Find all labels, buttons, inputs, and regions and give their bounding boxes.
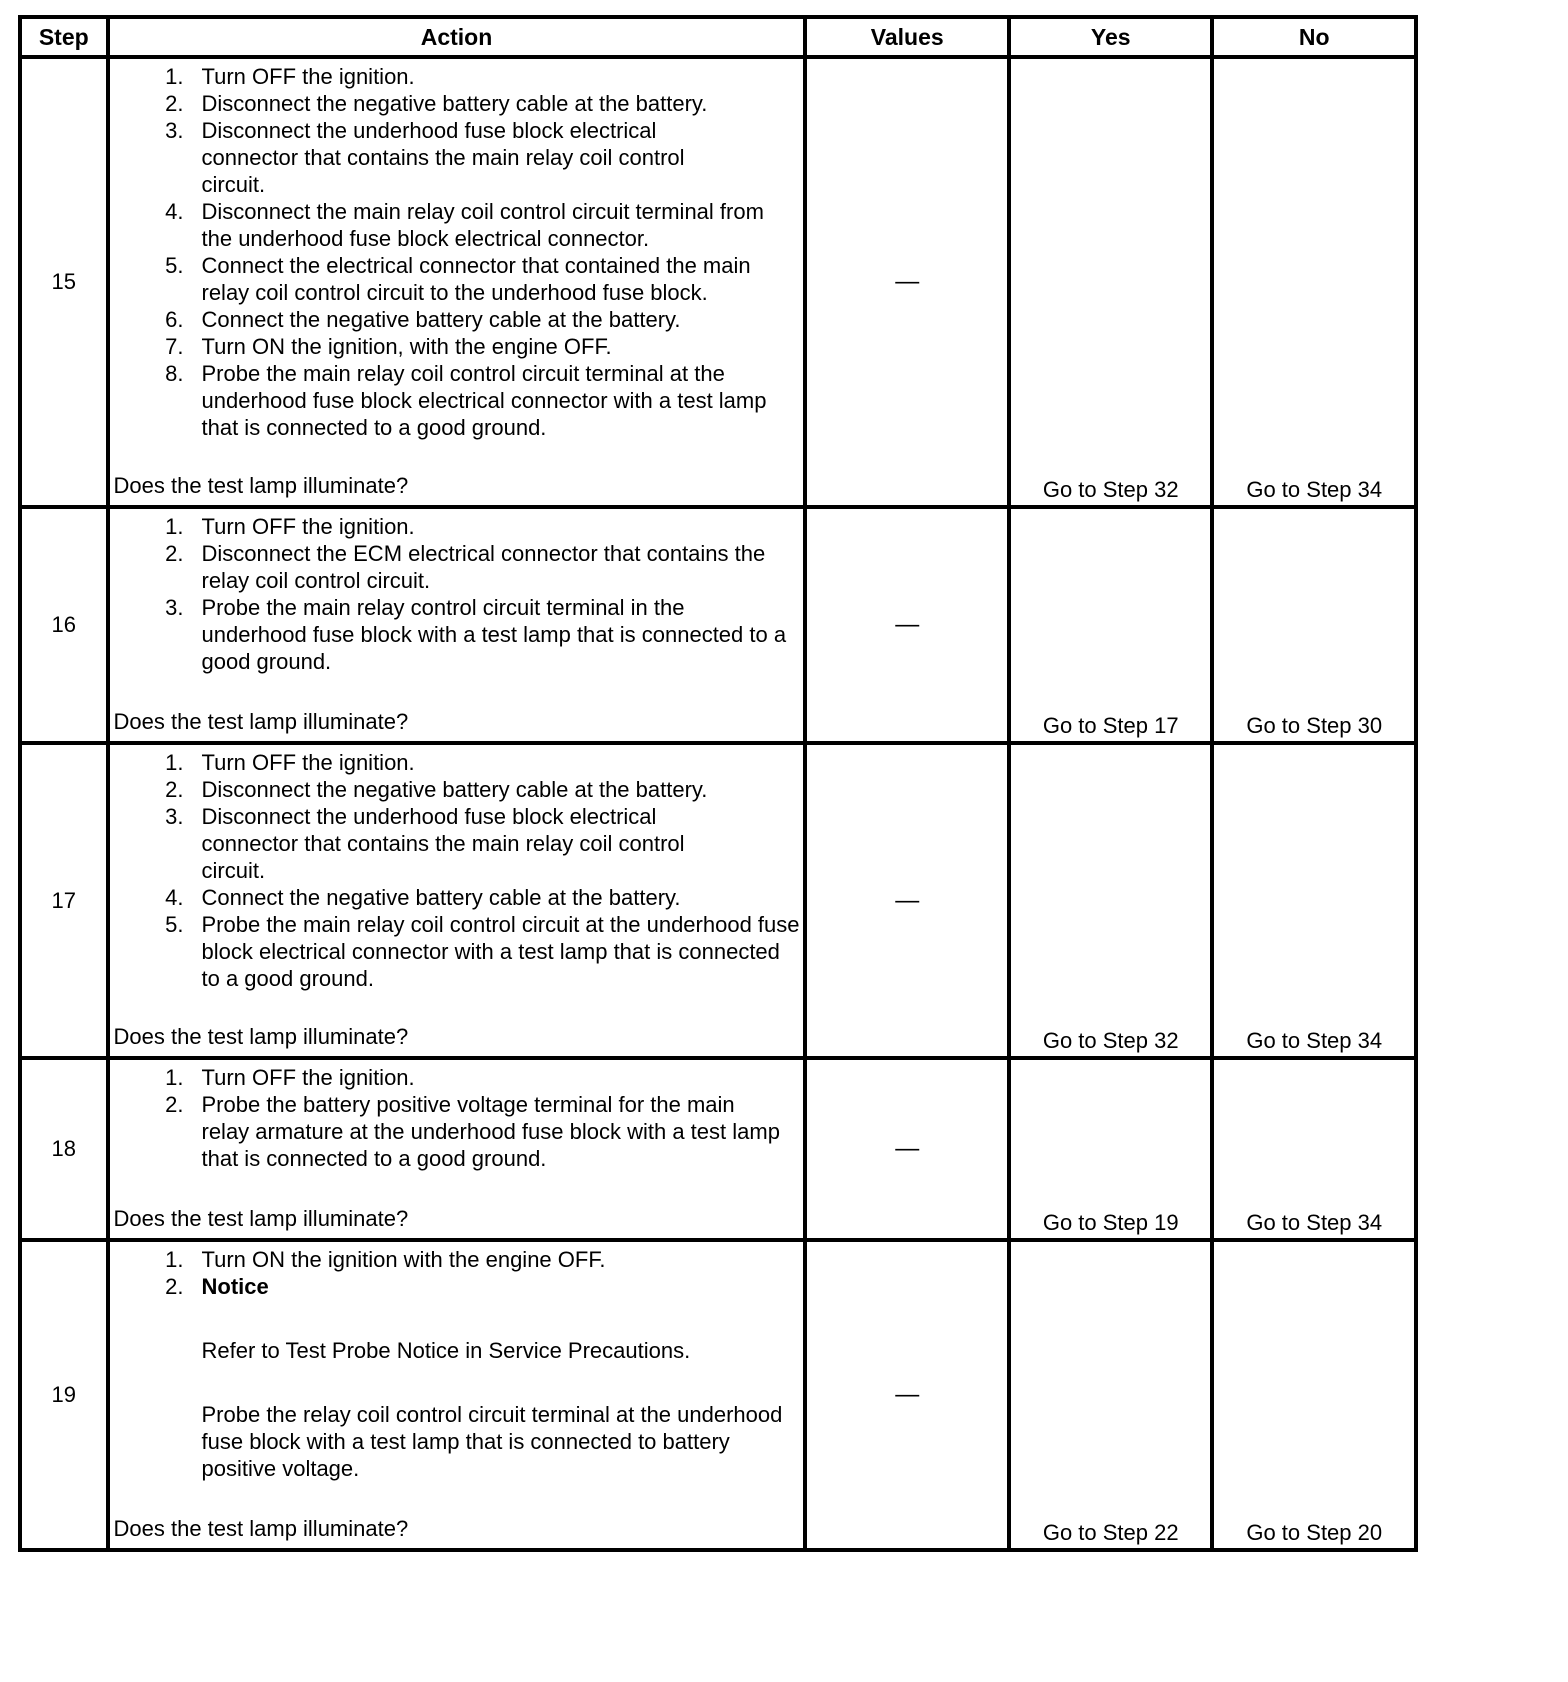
list-item-notice: 2. Notice Refer to Test Probe Notice in Service Precautions. Probe the relay coil control circuit terminal at the underhood fuse block with a test lamp that is connected to battery positive voltage.: [110, 1273, 804, 1482]
action-list: [110, 1242, 804, 1482]
notice-text: Refer to Test Probe Notice in Service Precautions.: [201, 1338, 691, 1363]
list-item: 2. Disconnect the negative battery cable at the battery.: [165, 777, 708, 802]
yes-goto: Go to Step 32: [1042, 477, 1179, 502]
no-goto: Go to Step 20: [1246, 1520, 1383, 1545]
step-number: 16: [20, 507, 108, 743]
values-cell: —: [805, 1058, 1008, 1240]
yes-goto: Go to Step 19: [1042, 1210, 1179, 1235]
no-cell: [1212, 1058, 1416, 1240]
list-item: 5. Probe the main relay coil control circuit at the underhood fuse block electrical connector with a test lamp that is connected to a good ground.: [165, 912, 800, 991]
list-item: 3. Probe the main relay control circuit terminal in the underhood fuse block with a test lamp that is connected to a good ground.: [165, 595, 787, 674]
list-item: 2. Disconnect the ECM electrical connector that contains the relay coil control circuit.: [165, 541, 766, 593]
list-item: 4. Disconnect the main relay coil control circuit terminal from the underhood fuse block electrical connector.: [165, 199, 764, 251]
step-number: 17: [20, 743, 108, 1058]
list-item: 1. Turn OFF the ignition.: [165, 514, 415, 539]
action-list: [110, 1060, 804, 1172]
table-row-step-16: [20, 507, 1416, 743]
action-list: [110, 509, 804, 675]
table-row-step-15: [20, 57, 1416, 507]
yes-cell: [1009, 1240, 1212, 1550]
yes-cell: [1009, 57, 1212, 507]
action-cell: [108, 1240, 806, 1550]
notice-instruction: Probe the relay coil control circuit terminal at the underhood fuse block with a test lamp that is connected to battery positive voltage.: [201, 1402, 783, 1481]
list-item: 4. Connect the negative battery cable at the battery.: [165, 885, 681, 910]
list-item: 1. Turn OFF the ignition.: [165, 64, 415, 89]
yes-goto: Go to Step 17: [1042, 713, 1179, 738]
no-cell: [1212, 57, 1416, 507]
list-item: 2. Probe the battery positive voltage terminal for the main relay armature at the underhood fuse block with a test lamp that is connected to a good ground.: [165, 1092, 780, 1171]
yes-goto: Go to Step 32: [1042, 1028, 1179, 1053]
list-item: 6. Connect the negative battery cable at the battery.: [165, 307, 681, 332]
action-cell: [108, 743, 806, 1058]
list-item: 7. Turn ON the ignition, with the engine OFF.: [165, 334, 612, 359]
action-cell: [108, 507, 806, 743]
notice-title: Notice: [201, 1274, 269, 1299]
question-text: Does the test lamp illuminate?: [113, 473, 409, 498]
no-goto: Go to Step 34: [1246, 1210, 1383, 1235]
values-cell: —: [805, 57, 1008, 507]
step-number: 15: [20, 57, 108, 507]
question-text: Does the test lamp illuminate?: [113, 1516, 409, 1541]
table-row-step-18: [20, 1058, 1416, 1240]
yes-cell: [1009, 507, 1212, 743]
header-no: No: [1212, 17, 1416, 57]
step-number: 19: [20, 1240, 108, 1550]
header-action: Action: [108, 17, 806, 57]
table-row-step-17: [20, 743, 1416, 1058]
list-item: 1. Turn ON the ignition with the engine OFF.: [165, 1247, 606, 1272]
diagnostic-table: [18, 15, 1418, 1552]
list-item: 1. Turn OFF the ignition.: [165, 1065, 415, 1090]
values-cell: —: [805, 743, 1008, 1058]
yes-cell: [1009, 743, 1212, 1058]
header-values: Values: [805, 17, 1008, 57]
no-cell: [1212, 1240, 1416, 1550]
yes-cell: [1009, 1058, 1212, 1240]
action-list: [110, 59, 804, 441]
action-list: [110, 745, 804, 992]
yes-goto: Go to Step 22: [1042, 1520, 1179, 1545]
question-text: Does the test lamp illuminate?: [113, 1024, 409, 1049]
list-item: 2. Disconnect the negative battery cable at the battery.: [165, 91, 708, 116]
header-step: Step: [20, 17, 108, 57]
list-item: 8. Probe the main relay coil control circuit terminal at the underhood fuse block electrical connector with a test lamp that is connected to a good ground.: [165, 361, 767, 440]
action-cell: [108, 57, 806, 507]
no-goto: Go to Step 34: [1246, 477, 1383, 502]
list-item: 3. Disconnect the underhood fuse block electrical connector that contains the main relay coil control circuit.: [165, 804, 685, 883]
no-goto: Go to Step 34: [1246, 1028, 1383, 1053]
question-text: Does the test lamp illuminate?: [113, 709, 409, 734]
values-cell: —: [805, 1240, 1008, 1550]
no-goto: Go to Step 30: [1246, 713, 1383, 738]
header-row: [20, 17, 1416, 57]
no-cell: [1212, 743, 1416, 1058]
no-cell: [1212, 507, 1416, 743]
values-cell: —: [805, 507, 1008, 743]
step-number: 18: [20, 1058, 108, 1240]
header-yes: Yes: [1009, 17, 1212, 57]
list-item: 3. Disconnect the underhood fuse block electrical connector that contains the main relay coil control circuit.: [165, 118, 685, 197]
list-item: 1. Turn OFF the ignition.: [165, 750, 415, 775]
table-row-step-19: [20, 1240, 1416, 1550]
action-cell: [108, 1058, 806, 1240]
question-text: Does the test lamp illuminate?: [113, 1206, 409, 1231]
list-item: 5. Connect the electrical connector that contained the main relay coil control circuit to the underhood fuse block.: [165, 253, 751, 305]
